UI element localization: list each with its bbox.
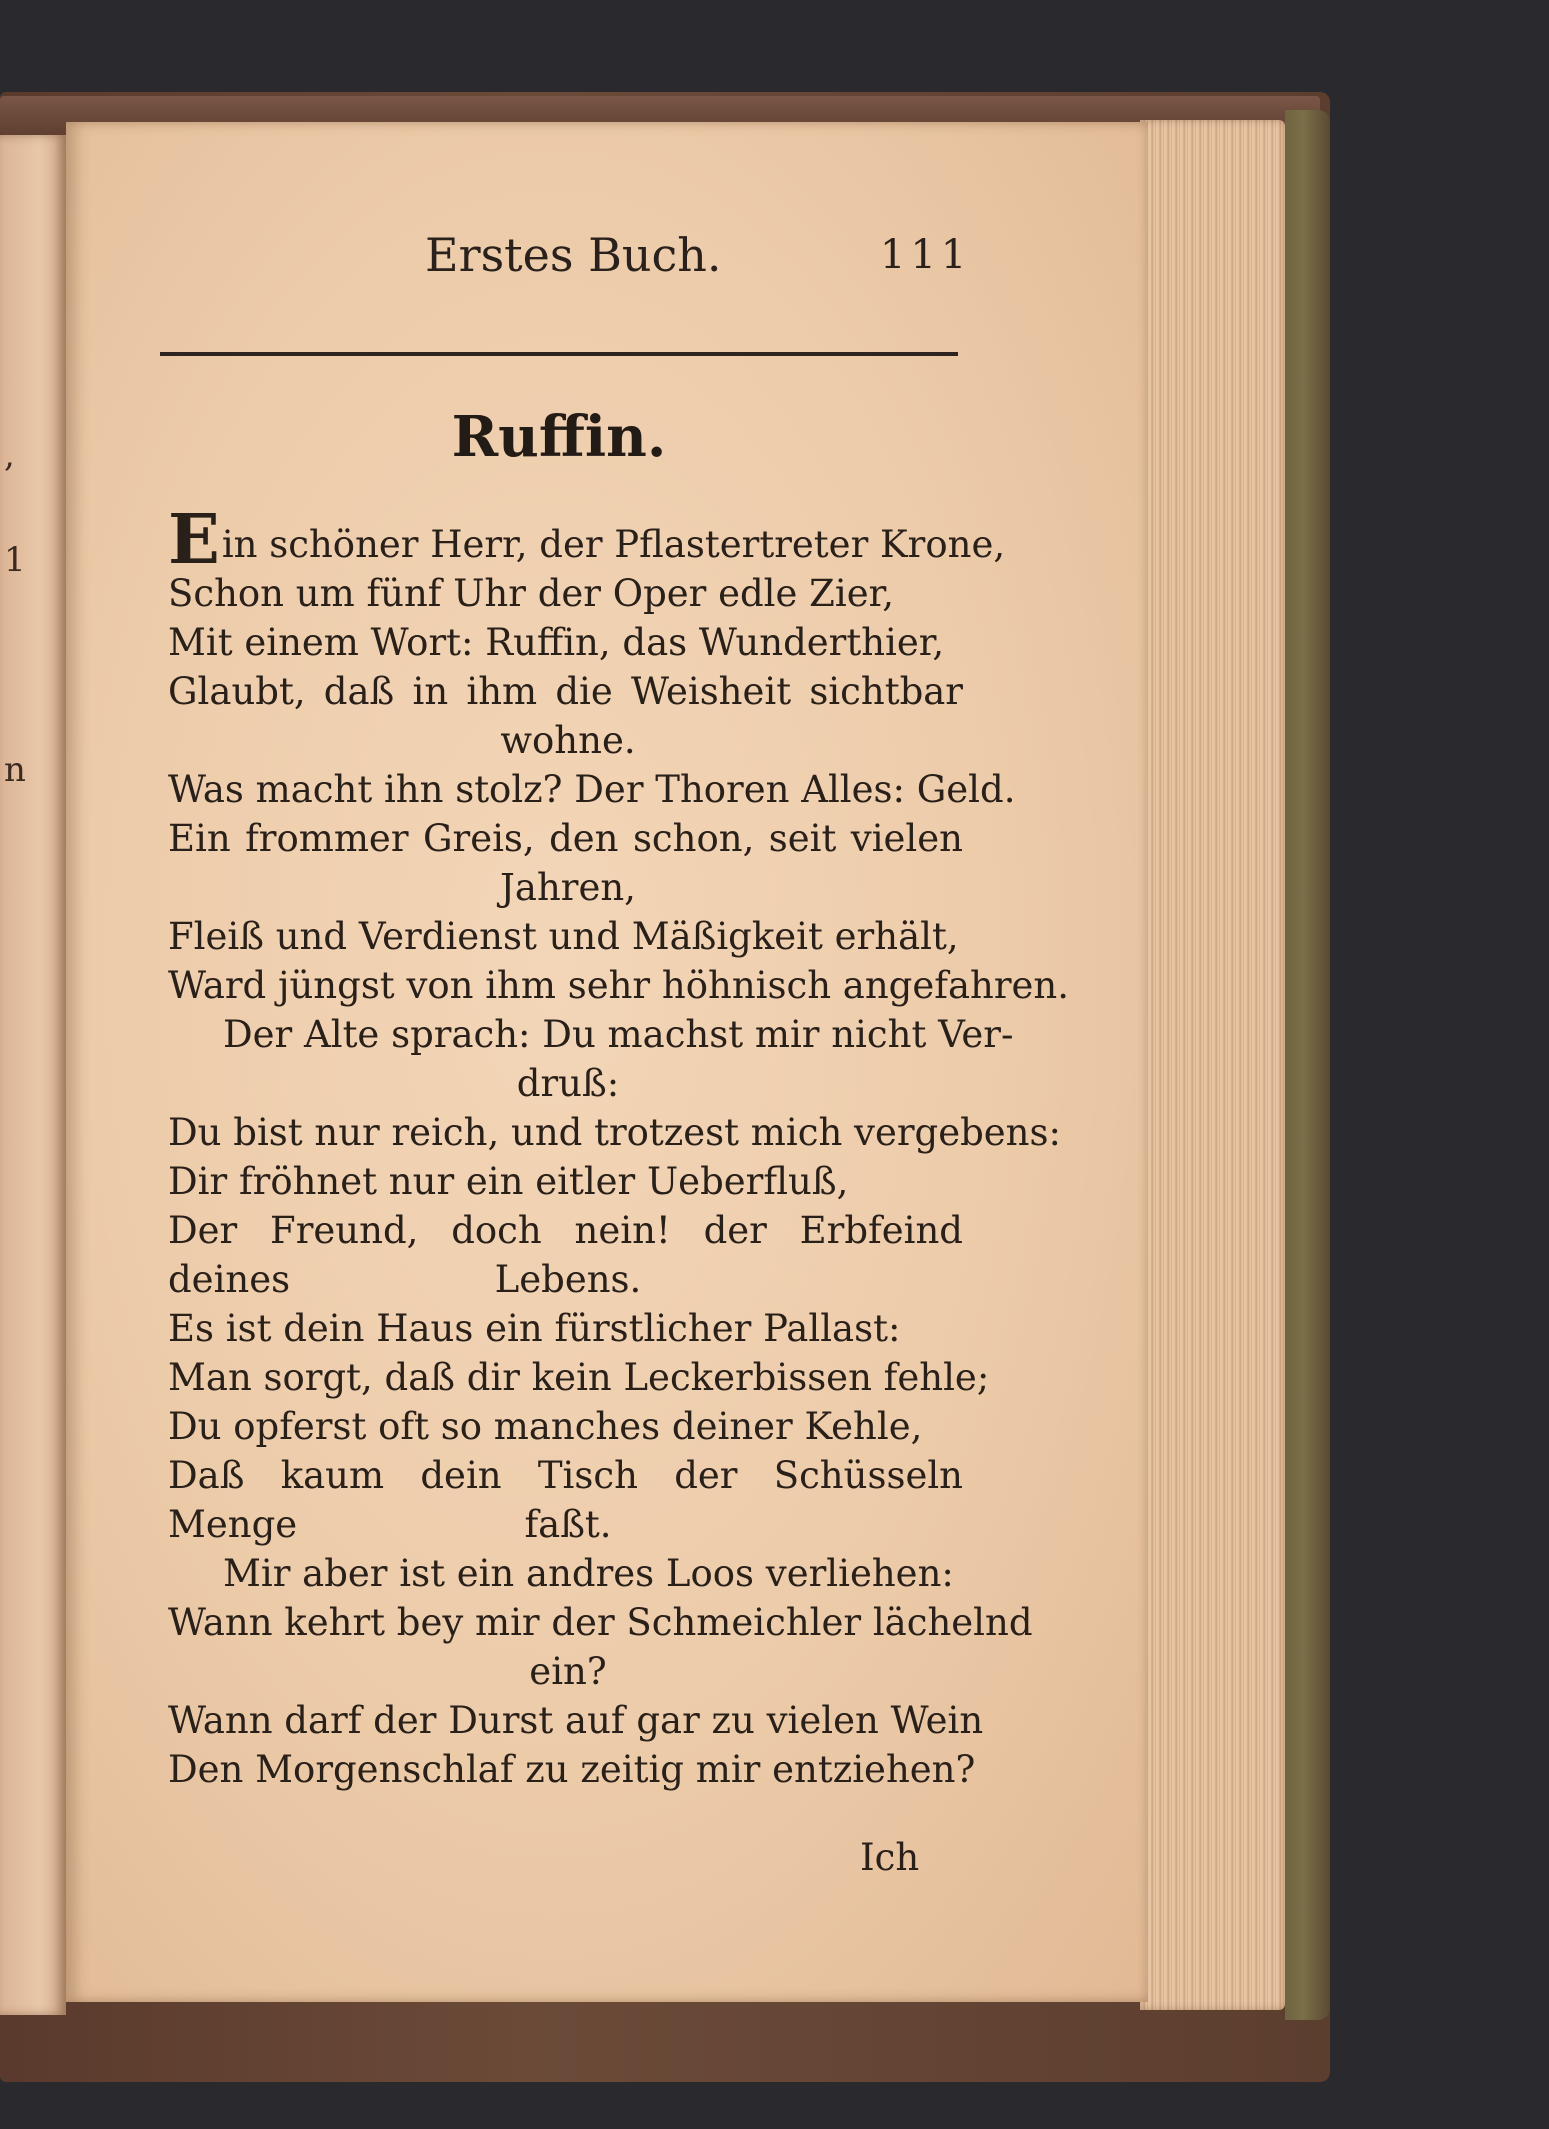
page-header <box>160 228 972 288</box>
poem-title: Ruffin. <box>451 404 667 470</box>
poem-line-continuation: faßt. <box>524 1503 612 1546</box>
poem-line: Ward jüngst von ihm sehr höhnisch angefahren. <box>168 964 1070 1007</box>
poem-line: Du bist nur reich, und trotzest mich vergebens: <box>168 1111 1061 1154</box>
poem-line: Man sorgt, daß dir kein Leckerbissen fehle; <box>168 1356 990 1399</box>
left-page-mark: 1 <box>4 540 26 580</box>
poem-line-continuation: wohne. <box>500 719 636 762</box>
poem-line-continuation: druß: <box>516 1062 620 1105</box>
drop-cap: E <box>168 500 220 580</box>
poem-line: Du opferst oft so manches deiner Kehle, <box>168 1405 923 1448</box>
poem-line: Wann kehrt bey mir der Schmeichler lächelnd <box>168 1601 1033 1644</box>
header-rule <box>160 352 958 356</box>
left-page-mark: n <box>4 750 26 790</box>
poem-line-continuation: ein? <box>529 1650 607 1693</box>
poem-body <box>168 500 1070 1794</box>
poem-line <box>168 500 1006 580</box>
poem-line-continuation: Jahren, <box>500 866 636 909</box>
poem-line-continuation: Lebens. <box>494 1258 642 1301</box>
left-page-mark: , <box>4 435 15 475</box>
catchword: Ich <box>860 1836 920 1879</box>
poem-line: Wann darf der Durst auf gar zu vielen Wein <box>168 1699 984 1742</box>
poem-line: Fleiß und Verdienst und Mäßigkeit erhält, <box>168 915 959 958</box>
poem-line: Der Alte sprach: Du machst mir nicht Ver- <box>223 1013 1014 1056</box>
poem-line: Der Freund, doch nein! der Erbfeind deines <box>168 1209 963 1301</box>
poem-line: Glaubt, daß in ihm die Weisheit sichtbar <box>168 670 963 713</box>
poem-line: Mit einem Wort: Ruffin, das Wunderthier, <box>168 621 945 664</box>
poem-line: Es ist dein Haus ein fürstlicher Pallast: <box>168 1307 901 1350</box>
poem-line: Den Morgenschlaf zu zeitig mir entziehen? <box>168 1748 976 1791</box>
poem-line-text: in schöner Herr, der Pflastertreter Krone, <box>221 523 1006 566</box>
cover-right-edge <box>1285 110 1330 2020</box>
page-number: 111 <box>880 232 972 278</box>
poem-line: Mir aber ist ein andres Loos verliehen: <box>223 1552 954 1595</box>
poem-line: Ein frommer Greis, den schon, seit vielen <box>168 817 963 860</box>
left-page <box>0 135 66 2015</box>
page-fore-edge <box>1140 120 1285 2010</box>
poem-line: Dir fröhnet nur ein eitler Ueberfluß, <box>168 1160 849 1203</box>
poem-line: Was macht ihn stolz? Der Thoren Alles: Geld. <box>168 768 1016 811</box>
running-title: Erstes Buch. <box>425 228 722 282</box>
poem-line: Daß kaum dein Tisch der Schüsseln Menge <box>168 1454 963 1546</box>
poem-line: Schon um fünf Uhr der Oper edle Zier, <box>168 572 894 615</box>
